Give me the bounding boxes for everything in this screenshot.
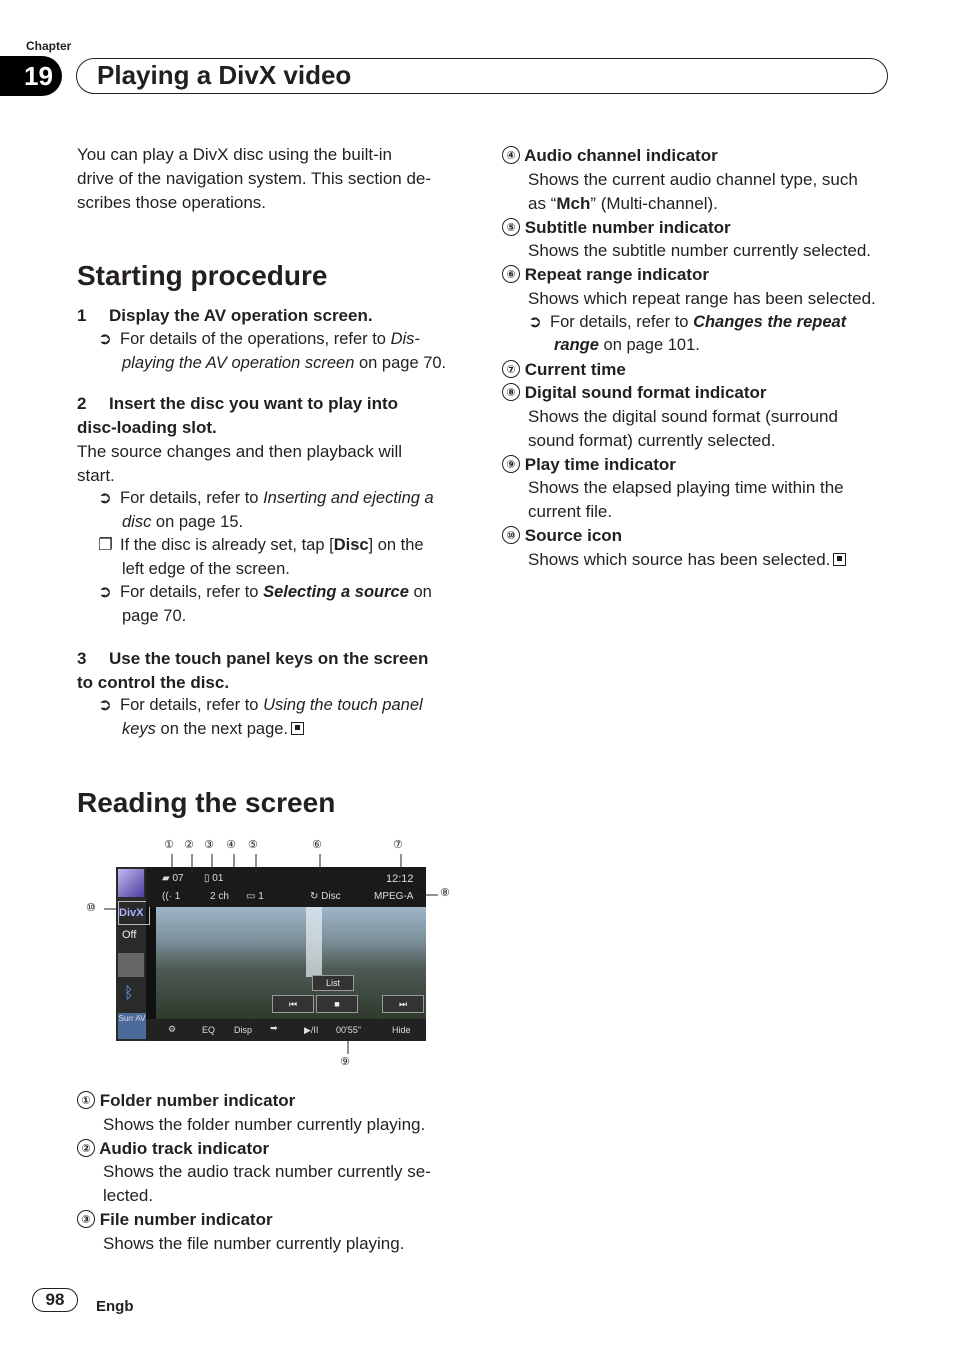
source-icon-divx: DivX [118, 901, 150, 925]
starting-procedure-heading: Starting procedure [77, 260, 328, 291]
bottom-bar: ⚙ EQ Disp ➡ ▶/II 00'55" Hide [146, 1019, 426, 1041]
callout-4: ④ [226, 839, 236, 851]
callout-8: ⑧ [440, 887, 450, 899]
step-3-bullet: ➲ For details, refer to Using the touch panel keys on the next page. [98, 696, 423, 738]
stop-icon: ■ [316, 995, 358, 1013]
bluetooth-icon: ᛒ [124, 985, 134, 1002]
step-2-title: 2 Insert the disc you want to play into disc-loading slot. [77, 394, 399, 437]
chapter-title: Playing a DivX video [76, 58, 888, 94]
callout-9: ⑨ [340, 1056, 350, 1068]
settings-icon: ⚙ [168, 1024, 177, 1034]
left-indicator-list: ① Folder number indicator Shows the folder number currently playing. ② Audio track indicator Shows the audio track number currently se- lected. ③ File number indicator Shows the file number currently playing. [77, 1089, 477, 1256]
chapter-label: Chapter [26, 39, 72, 53]
callout-10: ⑩ [86, 902, 96, 914]
language-code: Engb [96, 1298, 134, 1315]
right-indicator-list: ④ Audio channel indicator Shows the current audio channel type, such as “Mch” (Multi-channel). ⑤ Subtitle number indicator Shows the subtitle number currently selected. ⑥ Repeat range indicator Shows which repeat range has been selected. ➲ For details, refer to Changes the repeat range on page 101. ⑦ Current time ⑧ Digital sound format indicator Shows the digital sound format (surround sound format) currently selected. ⑨ Play time indicator Shows the elapsed playing time within the current file. ⑩ Source icon Shows which source has been selected. [502, 144, 902, 572]
list-button: List [312, 975, 354, 991]
next-icon: ⏭ [382, 995, 424, 1013]
chapter-number: 19 [0, 56, 62, 96]
source-sidebar: DivX Off ᛒ Surr AV [116, 867, 146, 1041]
callout-3: ③ [204, 839, 214, 851]
previous-icon: ⏮ [272, 995, 314, 1013]
callout-5: ⑤ [248, 839, 258, 851]
step-1-title: 1 Display the AV operation screen. [77, 306, 373, 325]
callout-1: ① [164, 839, 174, 851]
step-2-bullets: ➲ For details, refer to Inserting and ejecting a disc on page 15. ❐ If the disc is already set, tap [Disc] on the left edge of the screen. ➲ For details, refer to Selecting a source on page 70. [98, 489, 434, 625]
callout-7: ⑦ [393, 839, 403, 851]
status-bar: ▰ 07 ▯ 01 ((· 1 2 ch ▭ 1 ↻ Disc 12:12 MPEG-A [146, 867, 426, 907]
arrow-icon: ➡ [270, 1023, 278, 1033]
step-2-body: The source changes and then playback will start. [77, 442, 403, 485]
page-number: 98 [32, 1288, 78, 1312]
reading-the-screen-heading: Reading the screen [77, 787, 336, 818]
step-1-bullet: ➲ For details of the operations, refer to Dis- playing the AV operation screen on page 70. [98, 330, 447, 372]
end-mark-icon [833, 553, 846, 566]
step-3-title: 3 Use the touch panel keys on the screen to control the disc. [77, 649, 429, 692]
callout-6: ⑥ [312, 839, 322, 851]
intro-paragraph: You can play a DivX disc using the built-in drive of the navigation system. This section de- scribes those operations. [77, 145, 432, 212]
callout-2: ② [184, 839, 194, 851]
